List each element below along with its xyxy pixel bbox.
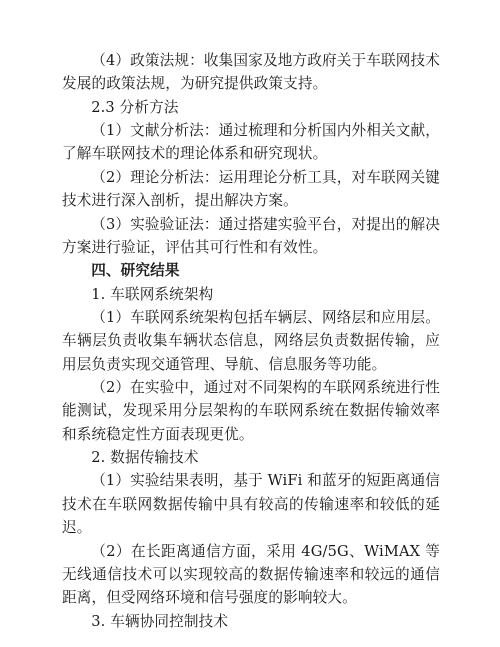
paragraph-short-range-communication: （1）实验结果表明，基于 WiFi 和蓝牙的短距离通信技术在车联网数据传输中具有较高的传输速率和较低的延迟。 [62, 472, 440, 537]
subheading-system-architecture: 1. 车联网系统架构 [91, 285, 214, 303]
paragraph-literature-analysis: （1）文献分析法：通过梳理和分析国内外相关文献，了解车联网技术的理论体系和研究现状。 [62, 122, 440, 163]
paragraph-long-range-communication: （2）在长距离通信方面，采用 4G/5G、WiMAX 等无线通信技术可以实现较高的数据传输速率和较远的通信距离，但受网络环境和信号强度的影响较大。 [62, 542, 440, 607]
section-heading-analysis-methods: 2.3 分析方法 [91, 98, 179, 116]
paragraph-architecture-experiment: （2）在实验中，通过对不同架构的车联网系统进行性能测试，发现采用分层架构的车联网系统在数据传输效率和系统稳定性方面表现更优。 [62, 379, 440, 443]
subheading-data-transmission: 2. 数据传输技术 [91, 449, 199, 467]
paragraph-theoretical-analysis: （2）理论分析法：运用理论分析工具，对车联网关键技术进行深入剖析，提出解决方案。 [62, 168, 440, 210]
paragraph-policy-regulations: （4）政策法规：收集国家及地方政府关于车联网技术发展的政策法规，为研究提供政策支持。 [62, 52, 440, 93]
chapter-heading-results: 四、研究结果 [91, 262, 180, 280]
paragraph-experimental-verification: （3）实验验证法：通过搭建实验平台，对提出的解决方案进行验证，评估其可行性和有效性。 [62, 215, 440, 256]
subheading-cooperative-control: 3. 车辆协同控制技术 [91, 612, 229, 630]
paragraph-architecture-layers: （1）车联网系统架构包括车辆层、网络层和应用层。车辆层负责收集车辆状态信息，网络层负责数据传输，应用层负责实现交通管理、导航、信息服务等功能。 [62, 308, 440, 373]
